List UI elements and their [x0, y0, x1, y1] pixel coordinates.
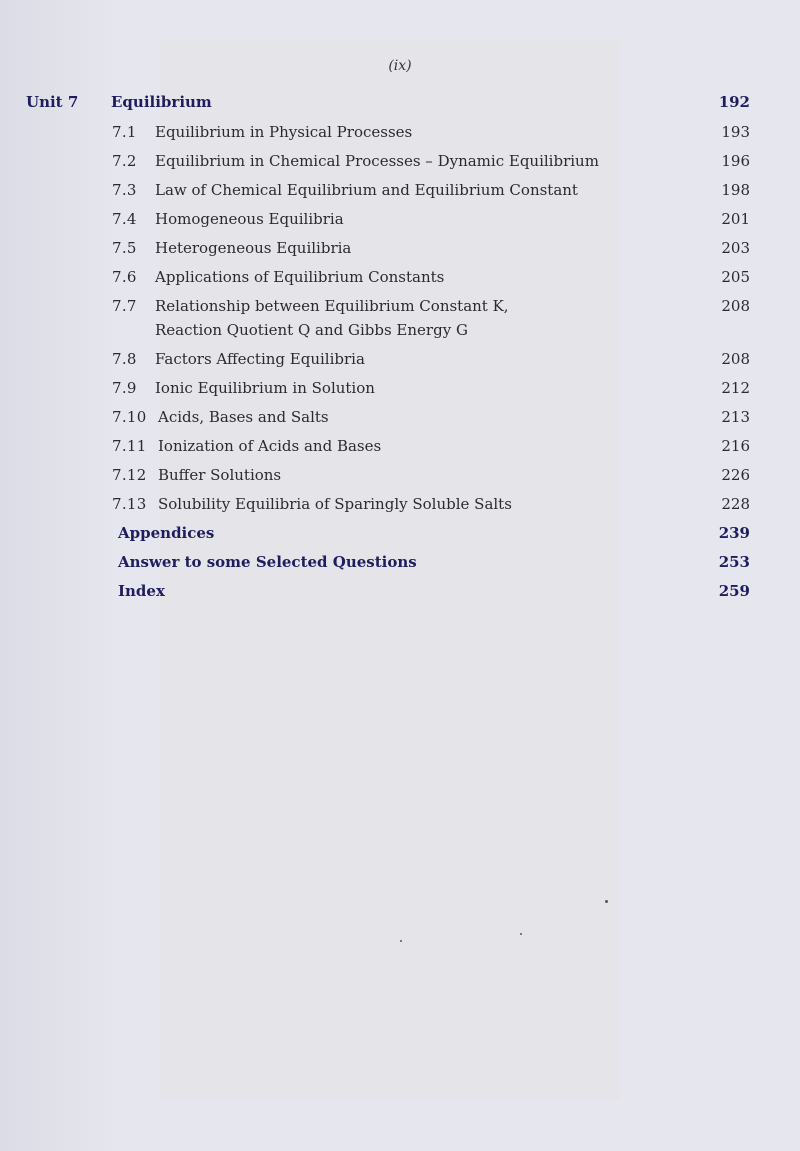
section-page: 212 — [721, 379, 750, 397]
toc-entry-7-13[interactable] — [0, 495, 800, 523]
toc-entry-7-3[interactable] — [0, 181, 800, 209]
section-title: Buffer Solutions — [158, 466, 282, 484]
section-page: 205 — [721, 268, 750, 286]
back-matter-page: 259 — [718, 582, 750, 600]
toc-entry-answers[interactable] — [0, 553, 800, 581]
toc-entry-7-6[interactable] — [0, 268, 800, 296]
section-number: 7.9 — [112, 379, 137, 397]
unit-heading-row[interactable] — [0, 93, 800, 121]
section-title: Ionization of Acids and Bases — [158, 437, 382, 455]
section-page: 193 — [721, 123, 750, 141]
back-matter-title: Answer to some Selected Questions — [118, 553, 417, 571]
section-title-continued: Reaction Quotient Q and Gibbs Energy G — [155, 321, 468, 339]
section-title: Solubility Equilibria of Sparingly Soluble Salts — [158, 495, 512, 513]
section-title: Heterogeneous Equilibria — [155, 239, 352, 257]
section-title: Equilibrium in Chemical Processes – Dynamic Equilibrium — [155, 152, 599, 170]
section-page: 196 — [721, 152, 750, 170]
section-number: 7.10 — [112, 408, 147, 426]
back-matter-title: Index — [118, 582, 165, 600]
section-title: Acids, Bases and Salts — [158, 408, 329, 426]
back-matter-page: 253 — [718, 553, 750, 571]
section-number: 7.2 — [112, 152, 137, 170]
section-title: Homogeneous Equilibria — [155, 210, 344, 228]
section-number: 7.7 — [112, 297, 137, 315]
section-number: 7.6 — [112, 268, 137, 286]
toc-entry-index[interactable] — [0, 582, 800, 610]
section-title: Law of Chemical Equilibrium and Equilibrium Constant — [155, 181, 578, 199]
unit-title: Equilibrium — [111, 93, 212, 111]
section-number: 7.5 — [112, 239, 137, 257]
section-page: 201 — [721, 210, 750, 228]
paper-speck — [605, 900, 608, 903]
unit-page-number: 192 — [718, 93, 750, 111]
section-page: 226 — [721, 466, 750, 484]
section-number: 7.1 — [112, 123, 137, 141]
section-number: 7.13 — [112, 495, 147, 513]
section-page: 208 — [721, 350, 750, 368]
section-number: 7.8 — [112, 350, 137, 368]
paper-speck — [520, 933, 522, 935]
toc-entry-7-11[interactable] — [0, 437, 800, 465]
section-title: Relationship between Equilibrium Constant K, — [155, 297, 509, 315]
section-page: 198 — [721, 181, 750, 199]
section-number: 7.3 — [112, 181, 137, 199]
page-number: (ix) — [388, 58, 412, 74]
toc-entry-7-9[interactable] — [0, 379, 800, 407]
back-matter-title: Appendices — [118, 524, 215, 542]
section-page: 216 — [721, 437, 750, 455]
paper-speck — [400, 940, 402, 942]
toc-entry-7-1[interactable] — [0, 123, 800, 151]
toc-entry-7-8[interactable] — [0, 350, 800, 378]
section-number: 7.11 — [112, 437, 147, 455]
section-title: Factors Affecting Equilibria — [155, 350, 365, 368]
section-page: 228 — [721, 495, 750, 513]
back-matter-page: 239 — [718, 524, 750, 542]
toc-entry-7-5[interactable] — [0, 239, 800, 267]
toc-entry-appendices[interactable] — [0, 524, 800, 552]
toc-entry-7-4[interactable] — [0, 210, 800, 238]
toc-entry-7-7[interactable] — [0, 297, 800, 349]
section-page: 213 — [721, 408, 750, 426]
toc-entry-7-2[interactable] — [0, 152, 800, 180]
toc-entry-7-12[interactable] — [0, 466, 800, 494]
section-title: Applications of Equilibrium Constants — [155, 268, 445, 286]
section-page: 203 — [721, 239, 750, 257]
section-number: 7.12 — [112, 466, 147, 484]
section-page: 208 — [721, 297, 750, 315]
section-number: 7.4 — [112, 210, 137, 228]
toc-entry-7-10[interactable] — [0, 408, 800, 436]
section-title: Ionic Equilibrium in Solution — [155, 379, 375, 397]
unit-label: Unit 7 — [26, 93, 79, 111]
section-title: Equilibrium in Physical Processes — [155, 123, 413, 141]
